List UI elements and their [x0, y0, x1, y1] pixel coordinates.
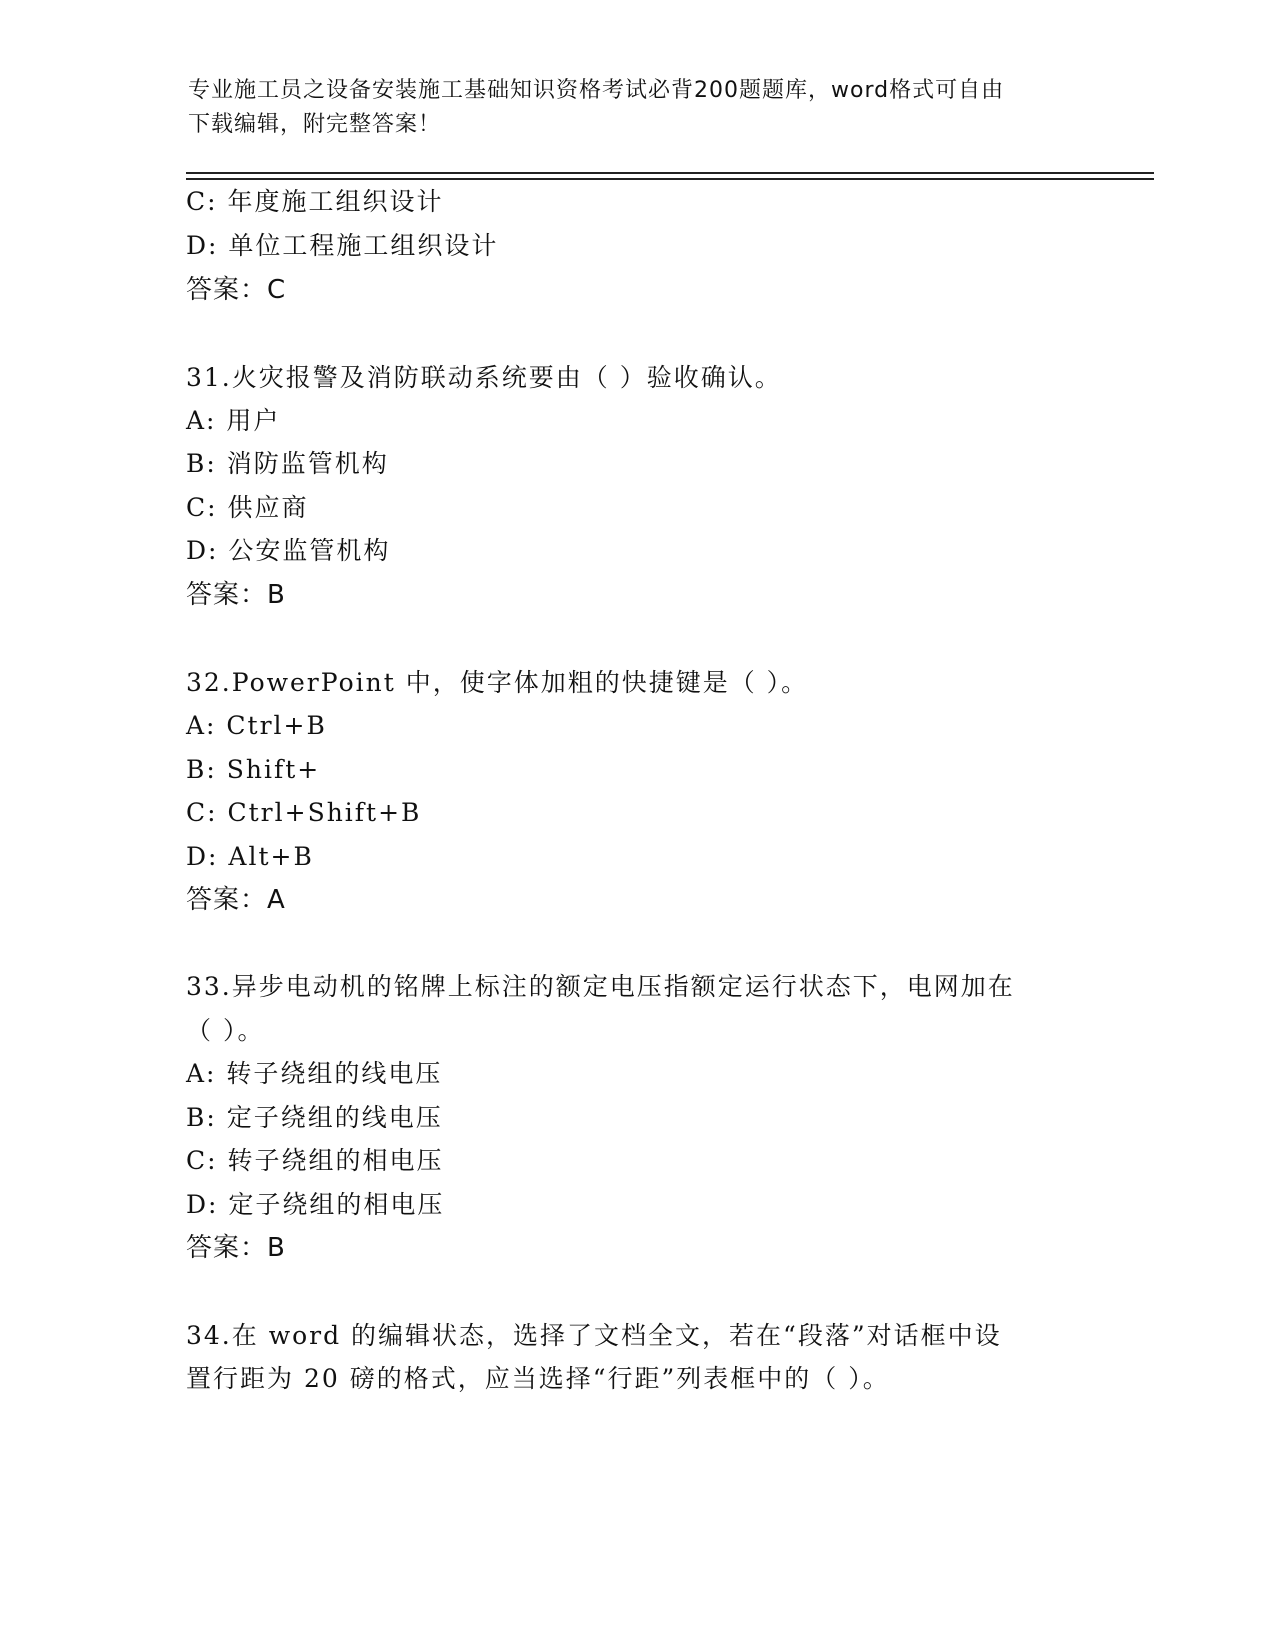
question-32-option-a: A: Ctrl+B	[186, 711, 327, 740]
question-34-stem-cont: 置行距为 20 磅的格式，应当选择“行距”列表框中的（ ）。	[186, 1364, 890, 1393]
header-line-2: 下载编辑，附完整答案！	[188, 112, 442, 137]
question-32-stem: 32.PowerPoint 中，使字体加粗的快捷键是（ ）。	[186, 668, 809, 697]
question-31-answer: 答案：B	[186, 580, 286, 610]
question-34-stem: 34.在 word 的编辑状态，选择了文档全文，若在“段落”对话框中设	[186, 1321, 1002, 1350]
header-line-1: 专业施工员之设备安装施工基础知识资格考试必背200题题库，word格式可自由	[188, 78, 1005, 103]
question-31-option-d: D: 公安监管机构	[186, 536, 391, 565]
question-32-option-d: D: Alt+B	[186, 842, 314, 871]
prev-answer: 答案：C	[186, 275, 287, 305]
document-header	[188, 74, 1068, 142]
question-33-option-b: B: 定子绕组的线电压	[186, 1103, 443, 1132]
question-32-option-c: C: Ctrl+Shift+B	[186, 798, 422, 827]
question-32-option-b: B: Shift+	[186, 755, 321, 784]
question-31-option-a: A: 用户	[186, 406, 281, 435]
question-31-stem: 31.火灾报警及消防联动系统要由（ ）验收确认。	[186, 363, 782, 392]
header-rule-bottom	[186, 178, 1154, 180]
question-33-answer: 答案：B	[186, 1233, 286, 1263]
prev-option-c: C: 年度施工组织设计	[186, 187, 444, 216]
question-32-answer: 答案：A	[186, 885, 286, 915]
question-31-option-c: C: 供应商	[186, 493, 309, 522]
question-33-stem: 33.异步电动机的铭牌上标注的额定电压指额定运行状态下，电网加在	[186, 972, 1015, 1001]
prev-option-d: D: 单位工程施工组织设计	[186, 231, 499, 260]
question-33-option-d: D: 定子绕组的相电压	[186, 1190, 445, 1219]
header-rule-top	[186, 172, 1154, 174]
question-31-option-b: B: 消防监管机构	[186, 449, 389, 478]
question-33-option-a: A: 转子绕组的线电压	[186, 1059, 443, 1088]
question-33-stem-cont: （ ）。	[186, 1016, 265, 1045]
question-33-option-c: C: 转子绕组的相电压	[186, 1146, 444, 1175]
